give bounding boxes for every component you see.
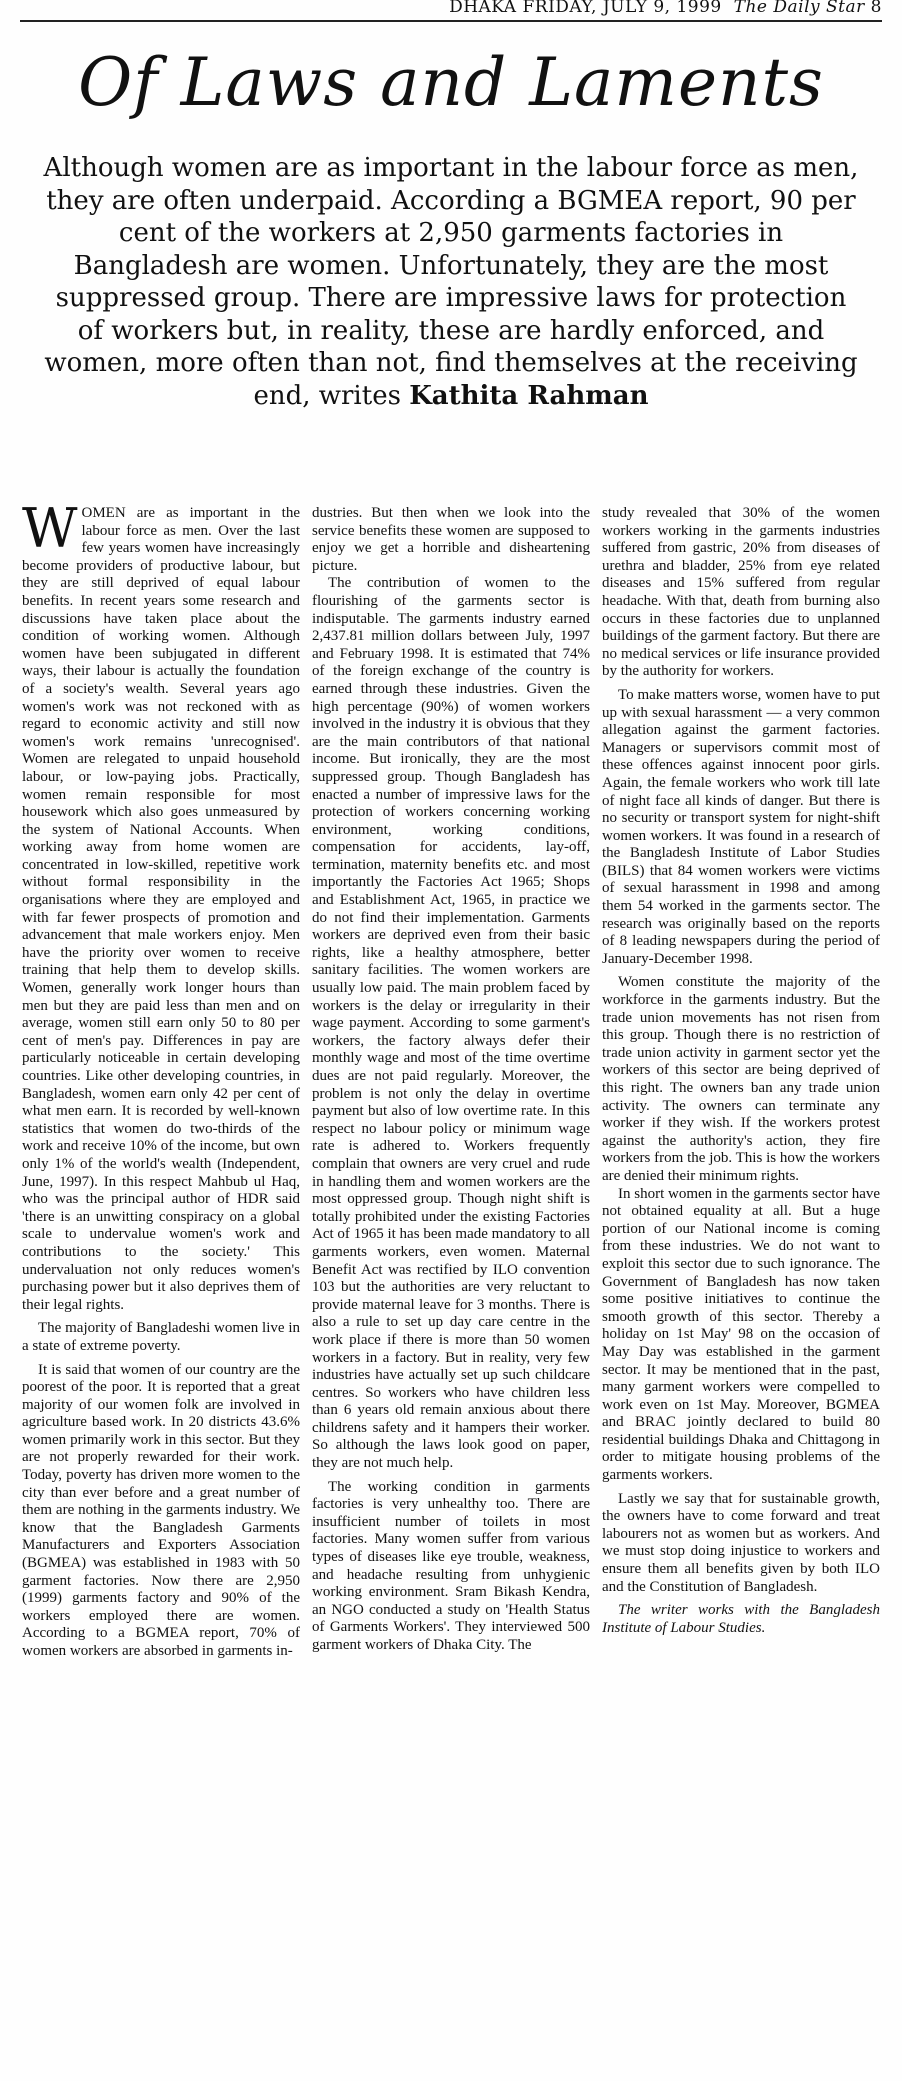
article-column-2 — [312, 505, 590, 2075]
article-column-1 — [22, 505, 300, 2075]
article-body — [22, 505, 880, 2075]
byline-author: Kathita Rahman — [409, 380, 649, 411]
article-paragraph: dustries. But then when we look into the service benefits these women are supposed to enjoy we get a horrible and disheartening picture. — [312, 505, 590, 574]
page-number: 8 — [870, 0, 882, 17]
intro-standfirst — [40, 152, 862, 412]
article-paragraph: To make matters worse, women have to put up with sexual harassment — a very common allegation against the garment factories. Managers or supervisors commit most of these offences against innocent poor girls. Again, the female workers who work till late of night face all kinds of danger. But there is no security or transport system for night-shift women workers. It was found in a research of the Bangladesh Institute of Labor Studies (BILS) that 84 women workers were victims of sexual harassment in 1998 and among them 54 worked in the garments sector. The research was originally based on the reports of 8 leading newspapers during the period of January-December 1998. — [602, 686, 880, 967]
author-note: The writer works with the Bangladesh Institute of Labour Studies. — [602, 1602, 880, 1636]
article-paragraph: WOMEN are as important in the labour force as men. Over the last few years women have increasingly become providers of productive labour, but they are still deprived of equal labour benefits. In recent years some research and discussions have taken place about the condition of working women. Although women have been subjugated in different ways, their labour is actually the foundation of a society's wealth. Several years ago women's work was not reckoned with as regard to economic activity and still now women's work remains 'unrecognised'. Women are relegated to unpaid household labour, or low-paying jobs. Practically, women remain responsible for most housework which also goes unmeasured by the system of National Accounts. When working away from home women are concentrated in low-skilled, repetitive work without formal responsibility in the organisations where they are employed and with far fewer prospects of promotion and advancement that male workers enjoy. Men have the priority over women to receive training that help them to develop skills. Women, generally work longer hours than men but they are paid less than men and on average, women still earn only 50 to 80 per cent of men's pay. Differences in pay are particularly noticeable in certain developing countries. Like other developing countries, in Bangladesh, women earn only 42 per cent of what men earn. It is recorded by well-known statistics that women do two-thirds of the work and receive 10% of the income, but own only 1% of the world's wealth (Independent, June, 1997). In this respect Mahbub ul Haq, who was the principal author of HDR said 'there is an unwitting conspiracy on a global scale to undervalue women's work and contributions to the society.' This undervaluation not only reduces women's purchasing power but it also deprives them of their legal rights. — [22, 505, 300, 1313]
article-paragraph: Women constitute the majority of the workforce in the garments industry. But the trade union movements has not risen from this group. Though there is no restriction of trade union activity in garment sector yet the workers of this sector are being deprived of this right. The owners ban any trade union activity. The owners can terminate any worker if they wish. If the workers protest against the authority's action, they fire workers from the job. This is how the workers are denied their minimum rights. — [602, 974, 880, 1184]
masthead: The Daily Star — [733, 0, 865, 17]
dateline — [20, 0, 882, 22]
article-paragraph: The majority of Bangladeshi women live in a state of extreme poverty. — [22, 1320, 300, 1354]
intro-text: Although women are as important in the labour force as men, they are often underpaid. According a BGMEA report, 90 per cent of the workers at 2,950 garments factories in Bangladesh are women. Unfortunately, they are the most suppressed group. There are impressive laws for protection of workers but, in reality, these are hardly enforced, and women, more often than not, find themselves at the receiving end, writes — [43, 153, 859, 411]
article-paragraph: Lastly we say that for sustainable growth, the owners have to come forward and treat labourers not as women but as workers. And we must stop doing injustice to workers and ensure them all benefits given by both ILO and the Constitution of Bangladesh. — [602, 1490, 880, 1595]
headline: Of Laws and Laments — [78, 44, 824, 121]
article-paragraph: study revealed that 30% of the women workers working in the garments industries suffered from gastric, 20% from diseases of urethra and bladder, 25% from eye related diseases and 15% suffered from regular headache. With that, death from burning also occurs in these factories due to unplanned buildings of the garment factory. But there are no medical services or life insurance provided by the authority for workers. — [602, 505, 880, 680]
article-paragraph: The working condition in garments factories is very unhealthy too. There are insufficient number of toilets in most factories. Many women suffer from various types of diseases like eye trouble, weakness, and headache resulting from unhygienic working environment. Sram Bikash Kendra, an NGO conducted a study on 'Health Status of Garments Workers'. They interviewed 500 garment workers of Dhaka City. The — [312, 1478, 590, 1653]
article-paragraph: It is said that women of our country are the poorest of the poor. It is reported that a great majority of our women folk are involved in agriculture based work. In 20 districts 43.6% women primarily work in this sector. But they are not properly rewarded for their work. Today, poverty has driven more women to the city than ever before and a great number of them are nothing in the garments industry. We know that the Bangladesh Garments Manufacturers and Exporters Association (BGMEA) was established in 1983 with 50 garment factories. Now there are 2,950 (1999) garments factory and 90% of the workers employed there are women. According to a BGMEA report, 70% of women workers are absorbed in garments in- — [22, 1361, 300, 1659]
dateline-text: DHAKA FRIDAY, JULY 9, 1999 — [449, 0, 722, 17]
article-paragraph: In short women in the garments sector have not obtained equality at all. But a huge portion of our National income is coming from these industries. We do not want to exploit this sector due to such ignorance. The Government of Bangladesh has now taken some positive initiatives to continue the smooth growth of this sector. Thereby a holiday on 1st May' 98 on the occasion of May Day was established in the garment sector. It may be mentioned that in the past, many garment workers were compelled to work even on 1st May. Moreover, BGMEA and BRAC jointly declared to build 80 residential buildings Dhaka and Chittagong in order to mitigate housing problems of the garments workers. — [602, 1185, 880, 1484]
article-paragraph: The contribution of women to the flourishing of the garments sector is indisputable. The garments industry earned 2,437.81 million dollars between July, 1997 and February 1998. It is estimated that 74% of the foreign exchange of the country is earned through these industries. Given the high percentage (90%) of women workers involved in the industry it is obvious that they are the main contributors of that national income. But ironically, they are the most suppressed group. Though Bangladesh has enacted a number of impressive laws for the protection of workers concerning working environment, working conditions, compensation for accidents, lay-off, termination, maternity benefits etc. and most importantly the Factories Act 1965; Shops and Establishment Act, 1965, in practice we do not find their implementation. Garments workers are deprived even from their basic rights, like a healthy atmosphere, better sanitary facilities. The women workers are usually low paid. The main problem faced by workers is the delay or irregularity in their wage payment. According to some garment's workers, the factory always defer their monthly wage and most of the time overtime dues are not paid regularly. Moreover, the problem is not only the delay in overtime payment but also of low overtime rate. In this respect no labour policy or minimum wage rate is adhered to. Workers frequently complain that owners are very cruel and rude in handling them and women workers are the most oppressed group. Though night shift is totally prohibited under the existing Factories Act of 1965 it has been made mandatory to all garments workers, even women. Maternal Benefit Act was rectified by ILO convention 103 but the authorities are very reluctant to provide maternal leave for 3 months. There is also a rule to set up day care centre in the work place if there is more than 50 women workers in a factory. But in reality, very few industries have actually set up such childcare centres. So workers who have children less than 6 years old remain anxious about there childrens safety and it hampers their worker. So although the laws look good on paper, they are not much help. — [312, 575, 590, 1472]
drop-cap: W — [22, 505, 78, 560]
article-column-3 — [602, 505, 880, 2075]
